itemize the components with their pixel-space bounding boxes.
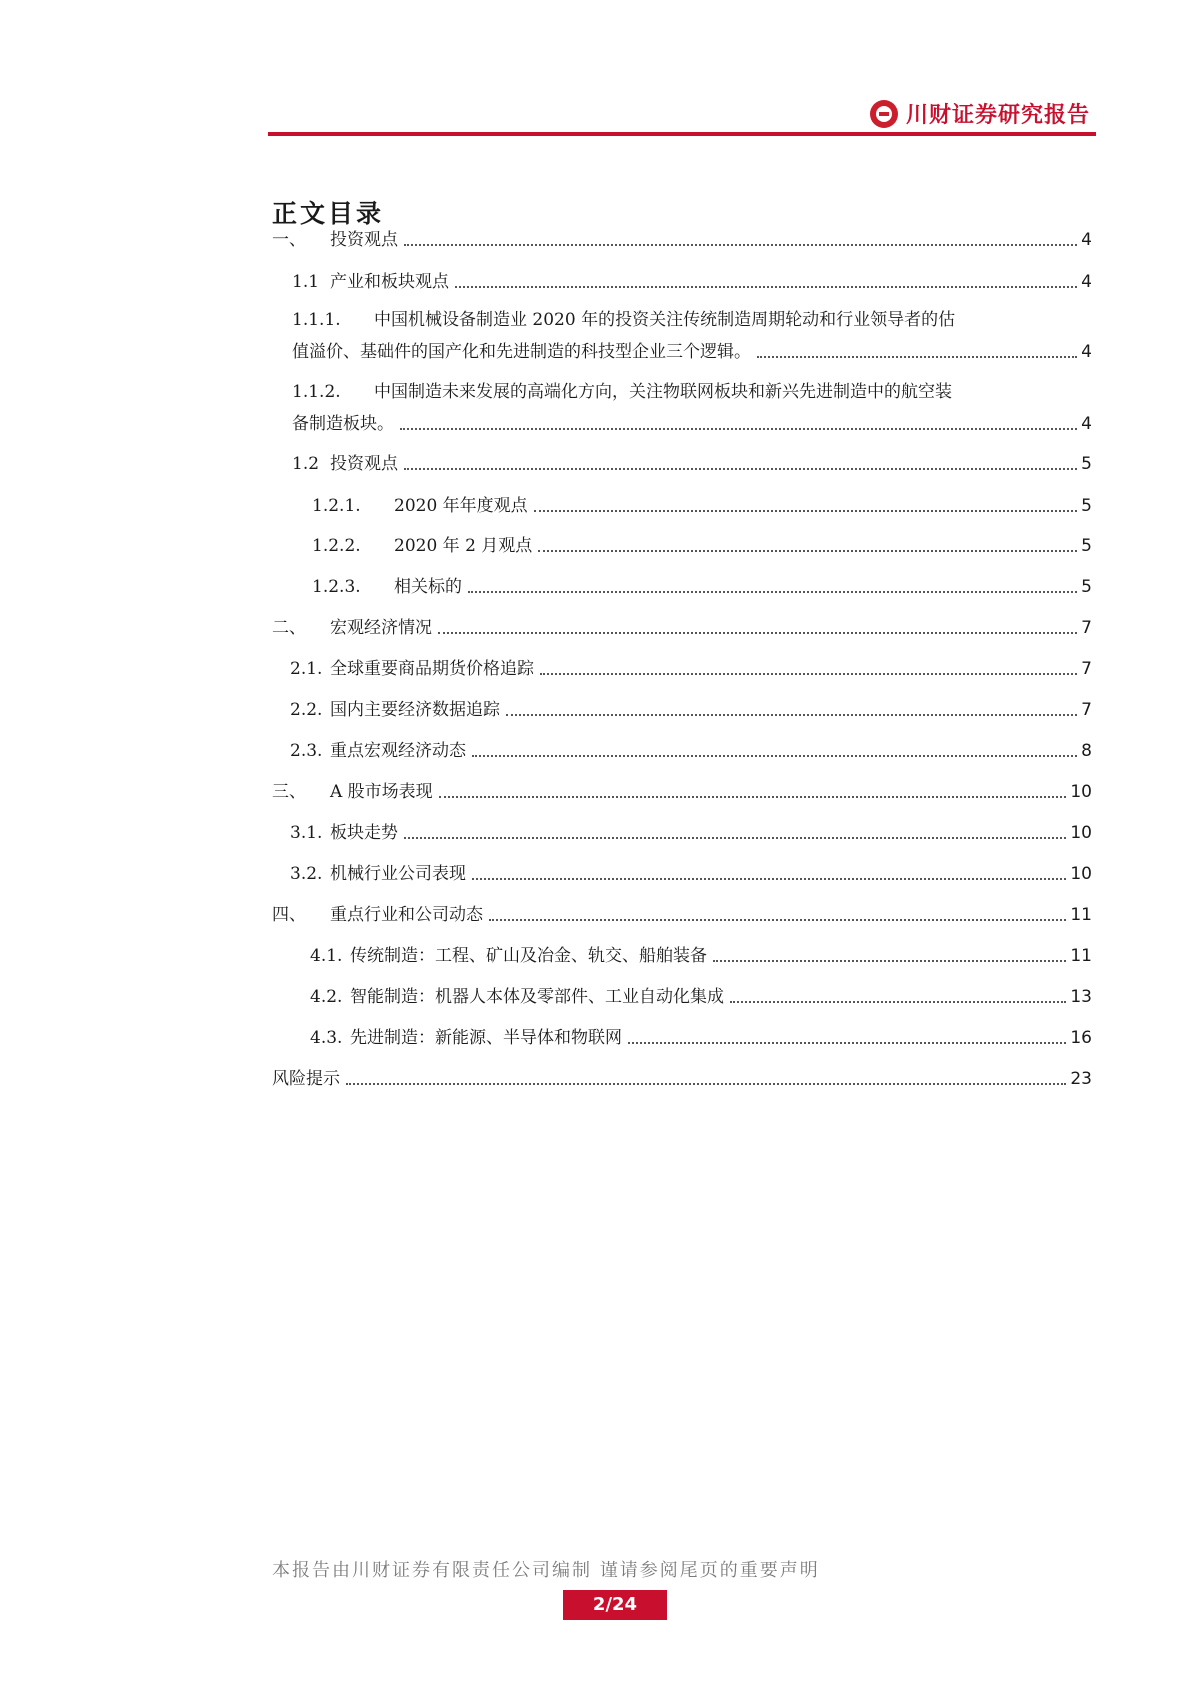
toc-leader-dots — [713, 960, 1066, 962]
toc-entry-number: 1.1.2. — [292, 382, 341, 402]
toc-entry[interactable] — [272, 942, 1092, 970]
toc-leader-dots — [534, 510, 1078, 512]
toc-entry-page: 10 — [1070, 782, 1092, 802]
toc-leader-dots — [400, 428, 1077, 430]
toc-entry-text: 机械行业公司表现 — [330, 864, 466, 884]
toc-leader-dots — [472, 755, 1077, 757]
page-number-badge: 2/24 — [563, 1590, 667, 1620]
toc-entry[interactable] — [272, 532, 1092, 560]
toc-leader-dots — [346, 1083, 1066, 1085]
toc-entry[interactable] — [272, 778, 1092, 806]
toc-entry-text: 重点行业和公司动态 — [330, 905, 483, 925]
toc-entry-text: 产业和板块观点 — [330, 272, 449, 292]
toc-leader-dots — [757, 356, 1077, 358]
toc-title: 正文目录 — [272, 199, 385, 228]
toc-entry[interactable] — [272, 492, 1092, 520]
toc-entry-text: 风险提示 — [272, 1069, 340, 1089]
toc-entry-page: 16 — [1070, 1028, 1092, 1048]
toc-entry-text-continued: 备制造板块。 — [292, 414, 394, 434]
toc-entry-number: 1.1.1. — [292, 310, 341, 330]
toc-entry[interactable] — [272, 306, 1092, 370]
toc-entry-number: 2.1. — [290, 659, 323, 679]
toc-entry[interactable] — [272, 696, 1092, 724]
toc-entry[interactable] — [272, 226, 1092, 254]
toc-leader-dots — [489, 919, 1066, 921]
toc-entry-text: 先进制造：新能源、半导体和物联网 — [350, 1028, 622, 1048]
toc-entry-page: 5 — [1081, 577, 1092, 597]
toc-leader-dots — [404, 837, 1066, 839]
toc-entry[interactable] — [272, 378, 1092, 442]
toc-entry-page: 4 — [1081, 272, 1092, 292]
toc-entry-text: 2020 年 2 月观点 — [394, 536, 533, 556]
toc-entry-number: 3.2. — [290, 864, 323, 884]
toc-entry-page: 5 — [1081, 536, 1092, 556]
toc-leader-dots — [538, 550, 1077, 552]
toc-entry[interactable] — [272, 655, 1092, 683]
toc-entry-page: 5 — [1081, 496, 1092, 516]
toc-entry[interactable] — [272, 450, 1092, 478]
toc-leader-dots — [730, 1001, 1066, 1003]
toc-entry-page: 13 — [1070, 987, 1092, 1007]
toc-entry-number: 一、 — [272, 230, 306, 250]
toc-entry-page: 10 — [1070, 864, 1092, 884]
toc-entry-number: 三、 — [272, 782, 306, 802]
toc-entry-text: 中国制造未来发展的高端化方向，关注物联网板块和新兴先进制造中的航空装 — [374, 382, 952, 402]
toc-entry-text: 宏观经济情况 — [330, 618, 432, 638]
toc-entry-text: 传统制造：工程、矿山及冶金、轨交、船舶装备 — [350, 946, 707, 966]
toc-entry-number: 4.1. — [310, 946, 343, 966]
toc-entry-text: 投资观点 — [330, 454, 398, 474]
toc-entry-text: 2020 年年度观点 — [394, 496, 528, 516]
toc-entry[interactable] — [272, 983, 1092, 1011]
toc-leader-dots — [506, 714, 1077, 716]
toc-leader-dots — [455, 286, 1077, 288]
toc-entry-page: 8 — [1081, 741, 1092, 761]
toc-leader-dots — [438, 632, 1077, 634]
toc-entry[interactable] — [272, 860, 1092, 888]
toc-entry-text: 智能制造：机器人本体及零部件、工业自动化集成 — [350, 987, 724, 1007]
toc-entry-page: 7 — [1081, 700, 1092, 720]
toc-entry-text: 重点宏观经济动态 — [330, 741, 466, 761]
toc-entry-page: 4 — [1081, 342, 1092, 362]
toc-entry-page: 7 — [1081, 618, 1092, 638]
toc-entry-number: 1.2.1. — [312, 496, 361, 516]
toc-entry-page: 5 — [1081, 454, 1092, 474]
toc-entry-text: 投资观点 — [330, 230, 398, 250]
toc-entry-line2 — [272, 336, 1092, 366]
toc-entry-number: 1.2.3. — [312, 577, 361, 597]
toc-entry-text: 板块走势 — [330, 823, 398, 843]
toc-leader-dots — [540, 673, 1077, 675]
toc-entry-number: 2.3. — [290, 741, 323, 761]
toc-entry-text-continued: 值溢价、基础件的国产化和先进制造的科技型企业三个逻辑。 — [292, 342, 751, 362]
toc-entry[interactable] — [272, 819, 1092, 847]
toc-entry[interactable] — [272, 573, 1092, 601]
toc-leader-dots — [468, 591, 1077, 593]
toc-leader-dots — [439, 796, 1067, 798]
brand-logo-icon — [870, 100, 898, 128]
toc-entry-page: 11 — [1070, 946, 1092, 966]
footer-disclaimer: 本报告由川财证券有限责任公司编制 谨请参阅尾页的重要声明 — [272, 1560, 820, 1581]
toc-entry-page: 10 — [1070, 823, 1092, 843]
toc-leader-dots — [628, 1042, 1066, 1044]
toc-entry-text: 相关标的 — [394, 577, 462, 597]
toc-entry[interactable] — [272, 1024, 1092, 1052]
report-header — [268, 96, 1096, 136]
toc-entry-number: 1.1 — [292, 272, 320, 292]
header-divider — [268, 132, 1096, 136]
toc-entry-text: 全球重要商品期货价格追踪 — [330, 659, 534, 679]
toc-entry-page: 23 — [1070, 1069, 1092, 1089]
toc-entry-line1 — [272, 306, 1092, 336]
toc-entry-text: 国内主要经济数据追踪 — [330, 700, 500, 720]
toc-entry-number: 4.2. — [310, 987, 343, 1007]
toc-leader-dots — [404, 244, 1077, 246]
toc-entry-page: 4 — [1081, 414, 1092, 434]
toc-entry[interactable] — [272, 737, 1092, 765]
toc-entry-number: 3.1. — [290, 823, 323, 843]
toc-entry[interactable] — [272, 268, 1092, 296]
brand-name: 川财证券研究报告 — [905, 103, 1090, 128]
toc-leader-dots — [404, 468, 1077, 470]
toc-entry[interactable] — [272, 901, 1092, 929]
toc-entry-page: 4 — [1081, 230, 1092, 250]
toc-entry-line1 — [272, 378, 1092, 408]
toc-entry-number: 二、 — [272, 618, 306, 638]
toc-entry-text: A 股市场表现 — [330, 782, 433, 802]
toc-entry-text: 中国机械设备制造业 2020 年的投资关注传统制造周期轮动和行业领导者的估 — [374, 310, 956, 330]
brand-logo — [870, 98, 1090, 129]
toc-entry-number: 1.2 — [292, 454, 320, 474]
toc-entry-page: 7 — [1081, 659, 1092, 679]
toc-entry-number: 四、 — [272, 905, 306, 925]
toc-entry-line2 — [272, 408, 1092, 438]
toc-entry[interactable] — [272, 1065, 1092, 1093]
toc-entry-number: 1.2.2. — [312, 536, 361, 556]
toc-entry[interactable] — [272, 614, 1092, 642]
toc-leader-dots — [472, 878, 1066, 880]
toc-entry-number: 4.3. — [310, 1028, 343, 1048]
toc-entry-page: 11 — [1070, 905, 1092, 925]
toc-entry-number: 2.2. — [290, 700, 323, 720]
